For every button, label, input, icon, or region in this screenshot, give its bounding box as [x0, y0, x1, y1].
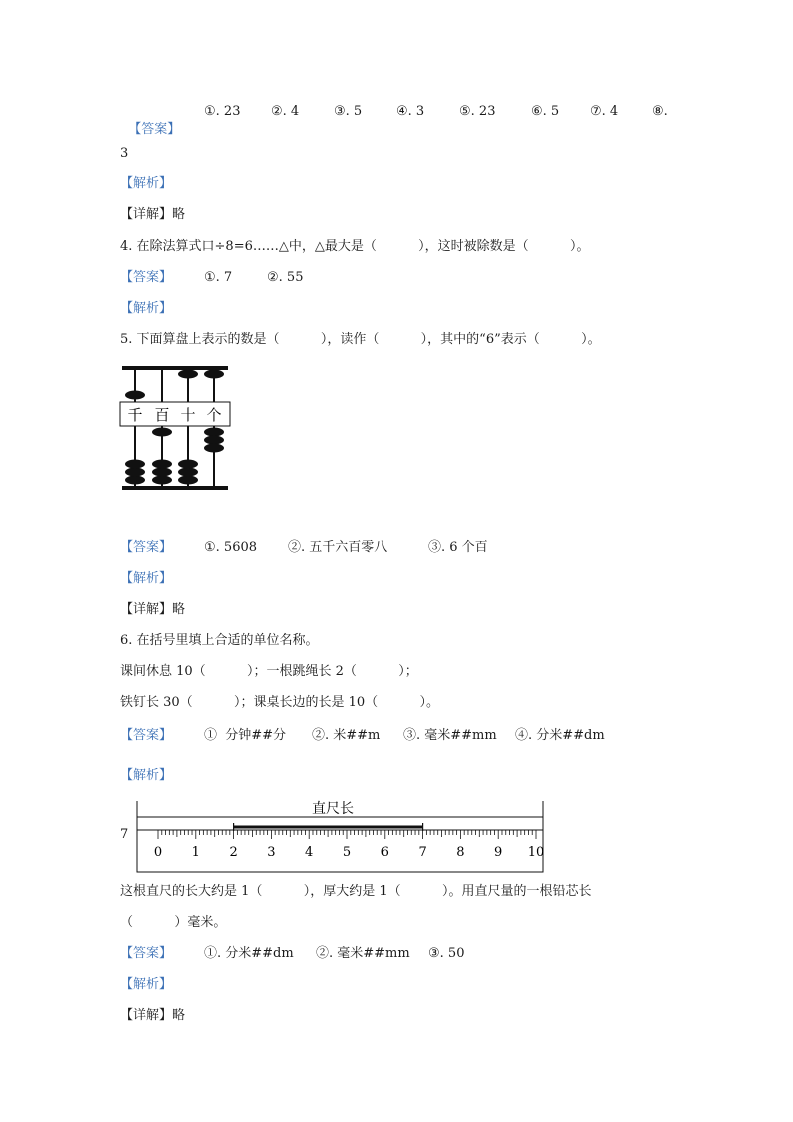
q5-answer-label: 【答案】 [120, 540, 173, 555]
abacus-bead-lower [178, 460, 198, 469]
abacus-bead-lower-counted [204, 436, 224, 445]
place-label-thousands: 千 [127, 406, 143, 424]
q5-detail [120, 601, 185, 619]
q4-analysis-label: 【解析】 [120, 301, 173, 316]
q3-answer-6: ⑥. 5 [531, 104, 560, 119]
ruler-tick-label: 10 [527, 845, 545, 860]
detail-label: 【详解】 [120, 602, 173, 617]
abacus-bead-lower [125, 460, 145, 469]
ruler-tick-label: 1 [191, 845, 200, 860]
ruler-tick-label: 8 [456, 845, 465, 860]
q3-answer-7: ⑦. 4 [590, 104, 619, 119]
ruler-tick-label: 5 [342, 845, 352, 860]
detail-label: 【详解】 [120, 1008, 173, 1023]
detail-value: 略 [172, 1008, 186, 1023]
q4-question: 4. 在除法算式口÷8=6……△中，△最大是（ ），这时被除数是（ ）。 [120, 239, 590, 254]
q7-analysis-label: 【解析】 [120, 977, 173, 992]
q6-analysis-label: 【解析】 [120, 768, 173, 783]
abacus-bead-lower [178, 468, 198, 477]
ruler-tick-label: 4 [305, 845, 314, 860]
ruler-figure [136, 800, 546, 874]
abacus-bead-lower [152, 476, 172, 485]
q5-question: 5. 下面算盘上表示的数是（ ），读作（ ），其中的“6”表示（ ）。 [120, 332, 601, 347]
q6-question: 6. 在括号里填上合适的单位名称。 [120, 633, 319, 648]
q3-answer-4: ④. 3 [396, 104, 425, 119]
place-label-ones: 个 [206, 406, 222, 424]
q7-number: 7 [120, 827, 129, 842]
abacus-bead-upper [125, 391, 145, 400]
q5-answer-3: ③. 6 个百 [428, 540, 488, 555]
q7-answer-label: 【答案】 [120, 946, 173, 961]
q5-analysis-label: 【解析】 [120, 571, 173, 586]
q6-line-2: 铁钉长 30（ ）；课桌长边的长是 10（ ）。 [120, 695, 439, 710]
q3-answer-5: ⑤. 23 [459, 104, 496, 119]
q7-detail [120, 1007, 185, 1025]
q3-answer-2: ②. 4 [271, 104, 300, 119]
abacus-bead-lower [152, 468, 172, 477]
detail-value: 略 [172, 207, 186, 222]
q6-answer-1: ① 分钟##分 [204, 728, 287, 743]
abacus-bead-upper [178, 370, 198, 379]
q7-line-1: 这根直尺的长大约是 1（ ），厚大约是 1（ ）。用直尺量的一根铅芯长 [120, 884, 592, 899]
q4-answer-2: ②. 55 [267, 270, 304, 285]
q6-line-1: 课间休息 10（ ）；一根跳绳长 2（ ）； [120, 664, 418, 679]
q7-answer-3: ③. 50 [428, 946, 465, 961]
q3-answer-wrap: 3 [120, 146, 129, 161]
abacus-bead-lower-counted [204, 428, 224, 437]
abacus-top-bar [122, 366, 228, 370]
q6-answer-4: ④. 分米##dm [515, 728, 605, 743]
abacus-bead-lower-counted [204, 444, 224, 453]
q5-answer-1: ①. 5608 [204, 540, 258, 555]
abacus-bead-lower [125, 476, 145, 485]
q7-answer-2: ②. 毫米##mm [316, 946, 410, 961]
q3-analysis-label: 【解析】 [120, 176, 173, 191]
abacus-bead-lower [152, 460, 172, 469]
q3-answer-row [120, 103, 180, 139]
abacus-bottom-bar [122, 486, 228, 490]
q3-detail [120, 206, 185, 224]
abacus-bead-upper [204, 370, 224, 379]
abacus-bead-lower [125, 468, 145, 477]
detail-value: 略 [172, 602, 186, 617]
q6-answer-3: ③. 毫米##mm [403, 728, 497, 743]
q6-answer-label: 【答案】 [120, 728, 173, 743]
ruler-tick-label: 9 [494, 845, 503, 860]
q4-answer-label: 【答案】 [120, 270, 173, 285]
q7-line-2: （ ）毫米。 [120, 915, 227, 930]
place-label-hundreds: 百 [154, 406, 170, 424]
abacus-bead-lower [178, 476, 198, 485]
abacus-figure [118, 362, 232, 492]
q3-answer-8: ⑧. [652, 104, 668, 119]
ruler-tick-label: 0 [153, 845, 163, 860]
q6-answer-2: ②. 米##m [312, 728, 381, 743]
q5-answer-2: ②. 五千六百零八 [288, 540, 388, 555]
abacus-bead-lower-counted [152, 428, 172, 437]
q4-answer-1: ①. 7 [204, 270, 233, 285]
ruler-tick-label: 2 [229, 845, 238, 860]
q7-answer-1: ①. 分米##dm [204, 946, 294, 961]
q3-answer-1: ①. 23 [204, 104, 241, 119]
place-label-tens: 十 [180, 406, 196, 424]
ruler-title: 直尺长 [312, 801, 354, 817]
ruler-tick-label: 6 [380, 845, 389, 860]
answer-label: 【答案】 [128, 122, 181, 137]
q3-answer-3: ③. 5 [334, 104, 363, 119]
detail-label: 【详解】 [120, 207, 173, 222]
ruler-tick-label: 7 [418, 845, 427, 860]
ruler-tick-label: 3 [267, 845, 276, 860]
